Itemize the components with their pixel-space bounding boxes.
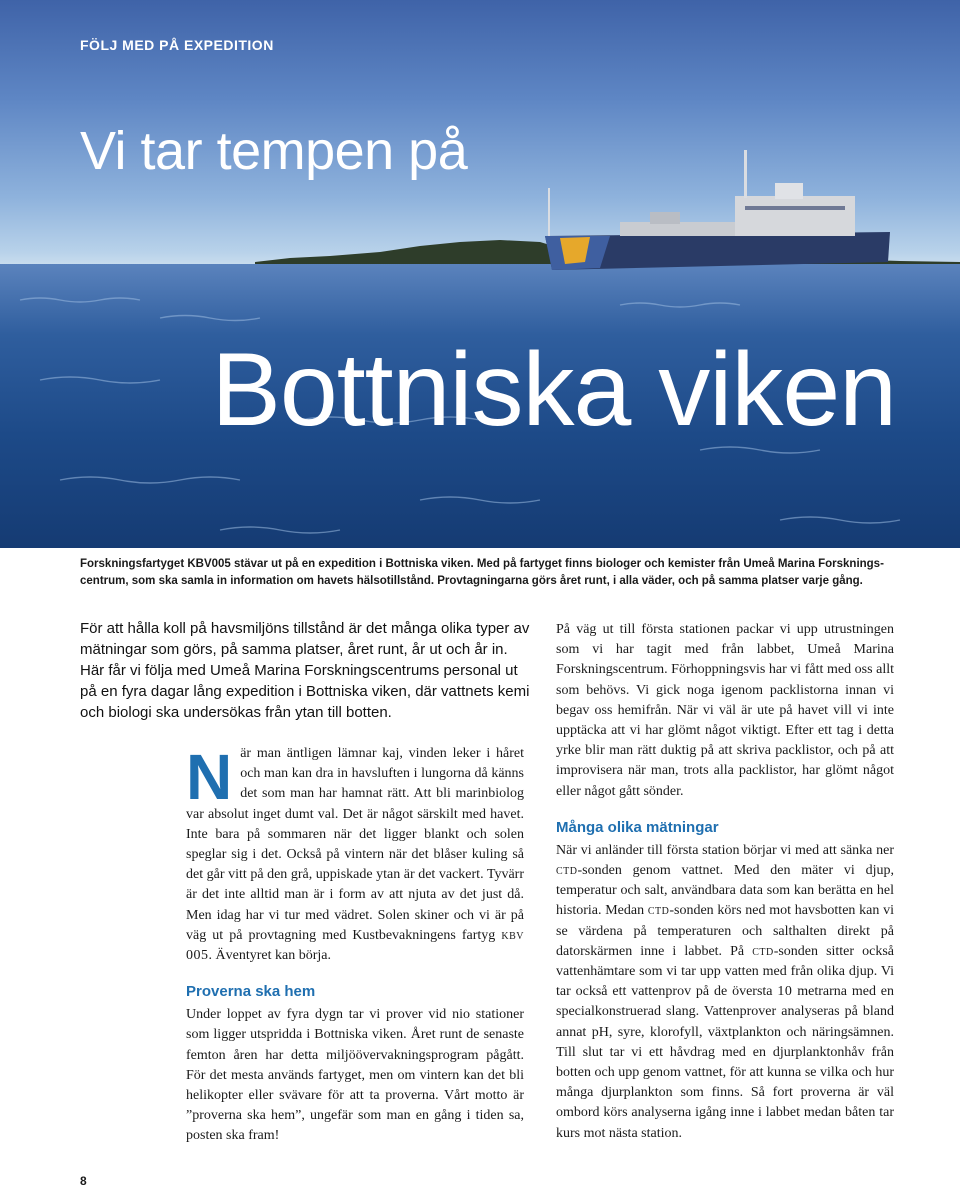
column-right	[556, 620, 894, 1144]
ship-name: kbv 005	[186, 927, 524, 964]
subheading-proverna: Proverna ska hem	[186, 983, 316, 1001]
ctd-abbr: ctd	[556, 863, 578, 879]
body-text: -sonden körs ned mot havsbotten kan vi se värdena på temperaturen och salthalten direkt på datorskärmen inne i labbet. På	[556, 903, 894, 959]
body-paragraph	[186, 741, 524, 966]
hero-photo	[0, 0, 960, 548]
body-paragraph	[556, 841, 894, 1144]
body-paragraph: På väg ut till första stationen packar vi upp utrustningen som vi har tagit med från labbet, Umeå Marina Forskningscentrum. Förhoppningsvis har vi fått med oss allt som behövs. Vi gick noga igenom packlistorna innan vi begav oss hemifrån. När vi väl är ute på havet vill vi inte upptäcka att vi har glömt något viktigt. Efter ett tag i detta yrke blir man rätt duktig på att skriva packlistor, och på att improvisera när man, trots alla packlistor, har glömt något eller något gått sönder.	[556, 622, 894, 799]
body-text: är man äntligen lämnar kaj, vinden leker i håret och man kan dra in havsluften i lungorna då känns det som man har hamnat rätt. Att bli marinbiolog var absolut inget dumt val. Det är något särskilt med havet. Inte bara på sommaren när det ligger blankt och solen speglar sig i det. Också på vintern när det blåser kuling så det går vitt på den grå, uppiskade ytan är det vackert. Tyvärr är det inte alltid man är i form av att njuta av det just då. Men idag har vi tur med vädret. Solen skiner och vi är på väg ut på provtagning med Kustbevakningens fartyg	[186, 746, 524, 943]
body-text: metrarna med en specialkonstruerad slang. Vattenprover analyseras på bland annat pH, syre, klorofyll, växtplankton och näringsämnen. Till slut tar vi ett håvdrag med en djurplanktonhåv från botten och upp genom vattnet, för att kunna se vilka och hur många djurplankton som finns. Så fort proverna är väl ombord körs analyserna igång inne i labbet medan båten tar kurs mot nästa station.	[556, 984, 895, 1141]
body-text: -sonden genom vattnet. Med den mäter vi djup, temperatur och salt, användbara data som kan berätta en hel historia. Medan	[556, 863, 894, 919]
body-text: -sonden sitter också vattenhämtare som vi tar upp vatten med från olika djup. Vi tar också ett vattenprov på de översta	[556, 943, 894, 1000]
ship-kbv005	[545, 150, 890, 270]
sea-and-ship-illustration	[0, 0, 960, 548]
ctd-abbr: ctd	[647, 903, 670, 919]
ctd-abbr: ctd	[752, 943, 774, 959]
page-number: 8	[80, 1174, 87, 1188]
drop-cap: N	[186, 741, 233, 813]
photo-caption: Forskningsfartyget KBV005 stävar ut på en expedition i Bottniska viken. Med på fartyget finns biologer och kemister från Umeå Marina Forsknings-centrum, som ska samla in information om havets hälsotillstånd. Provtagningarna görs året runt, i alla väder, och på samma platser varje gång.	[80, 558, 884, 587]
body-paragraph: Under loppet av fyra dygn tar vi prover vid nio stationer som ligger utspridda i Bottniska viken. Året runt de senaste femton åren har detta miljöövervakningsprogram pågått. För det mesta används fartyget, men om vintern kan det bli helikopter eller svävare för att ta proverna. Vårt motto är ”proverna ska hem”, ungefär som man en gång i tiden sa, posten ska fram!	[186, 1007, 524, 1144]
body-text: När vi anländer till första station börjar vi med att sänka ner	[556, 842, 894, 858]
body-text: . Äventyret kan börja.	[208, 948, 331, 964]
headline-line-2: Bottniska viken	[211, 332, 896, 448]
number-ten: 10	[777, 984, 793, 1000]
section-kicker: FÖLJ MED PÅ EXPEDITION	[80, 37, 274, 53]
column-middle	[186, 741, 524, 1147]
headline-line-1: Vi tar tempen på	[80, 121, 468, 181]
subheading-matningar: Många olika mätningar	[556, 818, 719, 836]
intro-paragraph: För att hålla koll på havsmiljöns tillstånd är det många olika typer av mätningar som görs, på samma platser, året runt, år ut och år in. Här får vi följa med Umeå Marina Forskningscentrums personal ut på en fyra dagar lång expedition i Bottniska viken, där vattnets kemi och biologi ska undersökas från ytan till botten.	[80, 620, 530, 721]
